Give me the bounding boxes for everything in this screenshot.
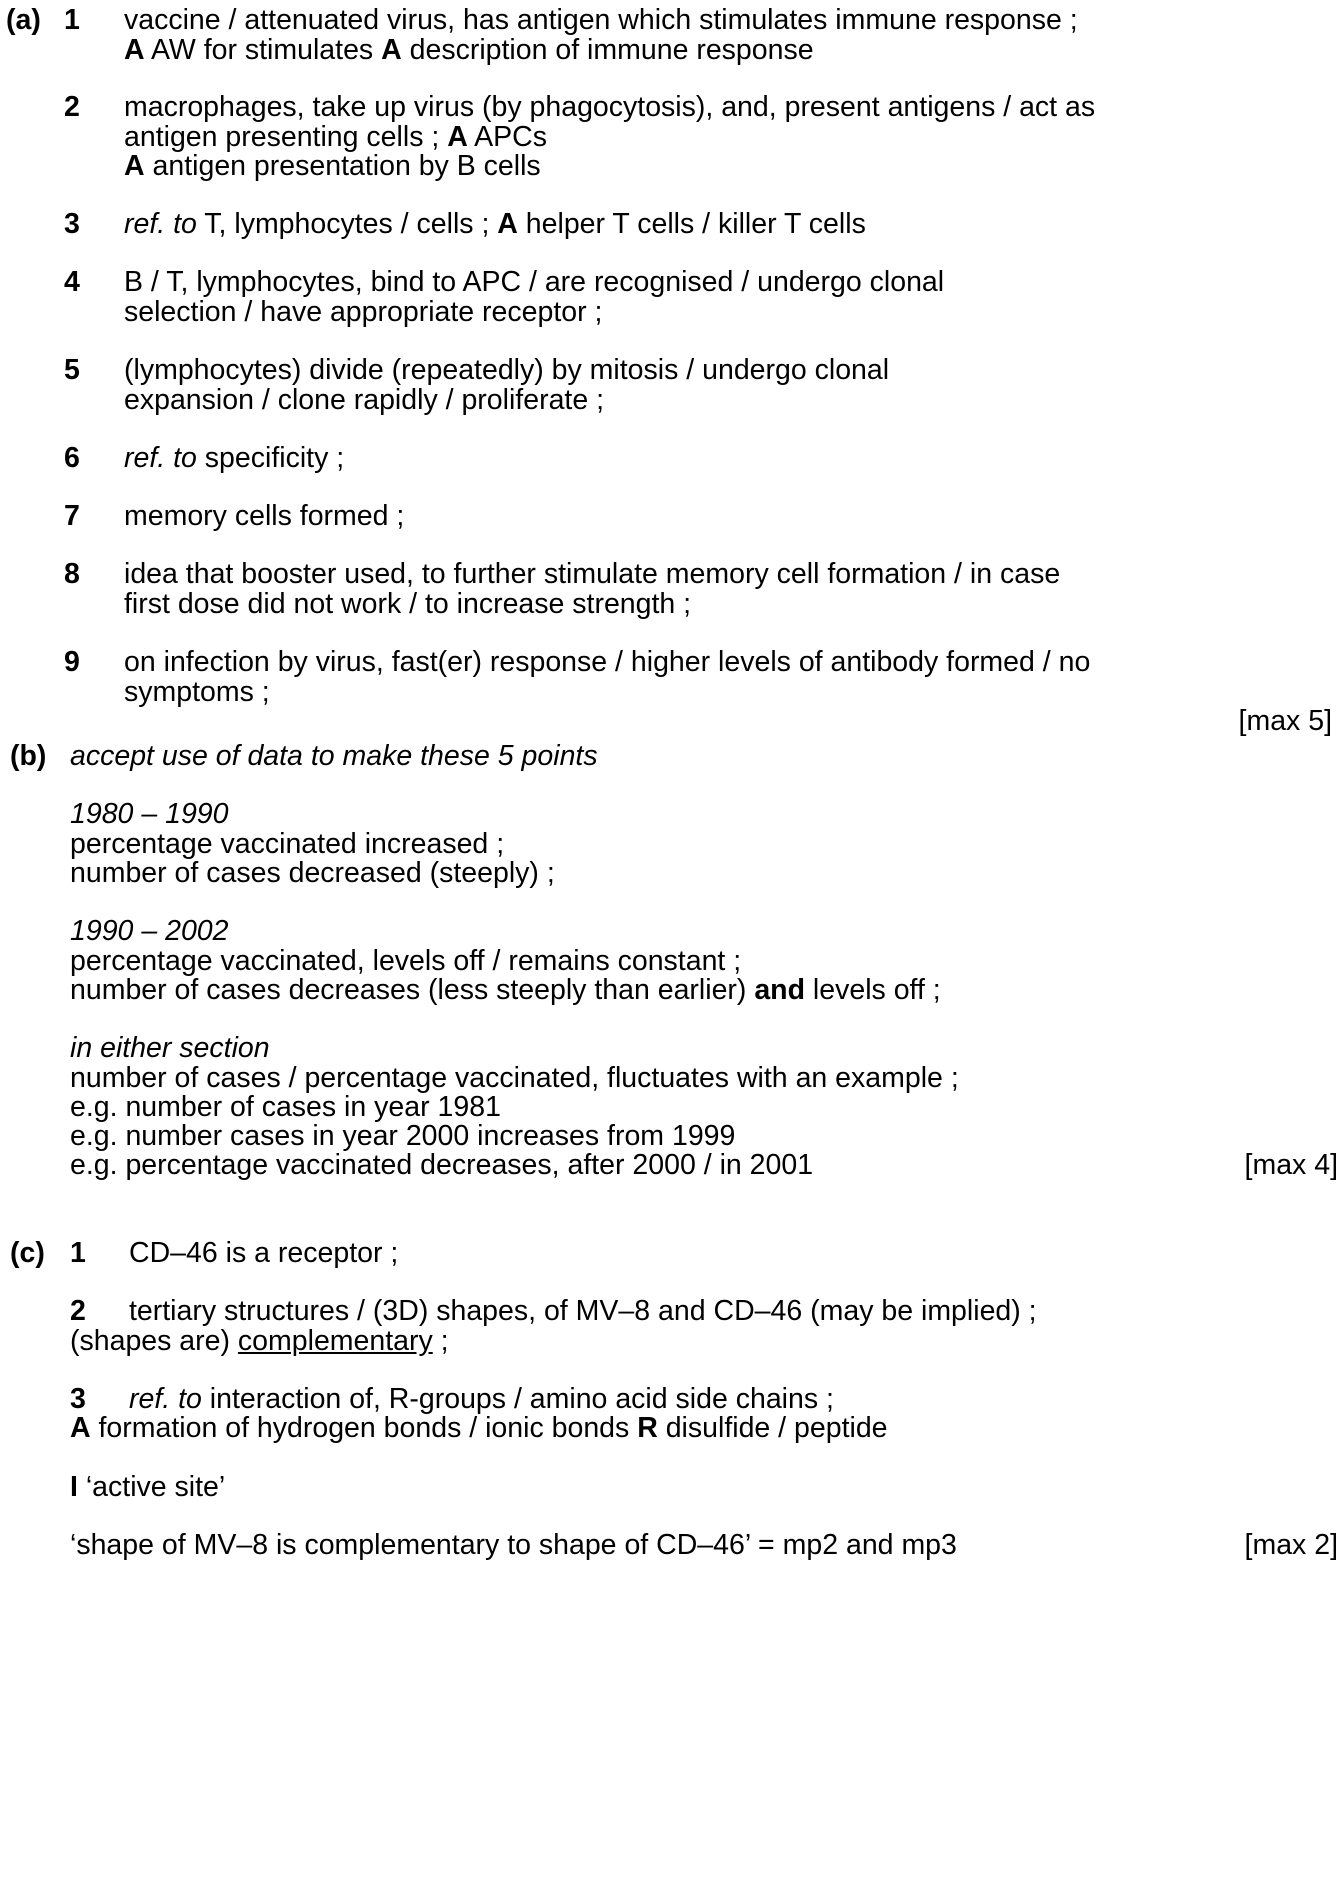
part-b-block2-line2-post: levels off ; xyxy=(805,974,941,1006)
part-a-point-8-line-2 xyxy=(124,587,691,622)
part-a-point-9-number: 9 xyxy=(64,646,80,678)
part-c-final-line: ‘shape of MV–8 is complementary to shape of CD–46’ = mp2 and mp3 xyxy=(70,1529,957,1561)
part-c-point-3-ref: ref. to xyxy=(129,1383,202,1415)
point-text: B / T, lymphocytes, bind to APC / are recognised / undergo clonal xyxy=(124,266,945,298)
part-c-point-3-body: interaction of, R-groups / amino acid side chains ; xyxy=(201,1383,834,1415)
part-a-point-7-number: 7 xyxy=(64,500,80,532)
part-b-block1-line2: number of cases decreased (steeply) ; xyxy=(70,857,555,889)
accept-marker: A xyxy=(381,33,402,66)
part-a-point-9-line-2 xyxy=(124,675,270,710)
part-c-point-2-number: 2 xyxy=(70,1295,86,1327)
part-a-point-1-line-2 xyxy=(124,33,814,68)
part-a-point-4-number: 4 xyxy=(64,266,80,298)
part-c-point-3-number: 3 xyxy=(70,1383,86,1415)
part-a-point-5-line-2 xyxy=(124,383,604,418)
point-text: expansion / clone rapidly / proliferate ; xyxy=(124,383,605,416)
ref-to-phrase: ref. to xyxy=(124,442,197,474)
part-b-block3-heading: in either section xyxy=(70,1032,270,1064)
ignore-marker: I xyxy=(70,1471,78,1503)
part-b-block1-line1: percentage vaccinated increased ; xyxy=(70,828,505,860)
point-text: first dose did not work / to increase strength ; xyxy=(124,587,692,620)
point-text: symptoms ; xyxy=(124,675,270,708)
part-c-point-2-line2 xyxy=(70,1324,449,1359)
part-b-block3-line1: number of cases / percentage vaccinated, fluctuates with an example ; xyxy=(70,1062,959,1094)
point-text: idea that booster used, to further stimulate memory cell formation / in case xyxy=(124,558,1061,590)
part-b-block3-line2: e.g. number of cases in year 1981 xyxy=(70,1091,501,1123)
part-a-point-2-line-3 xyxy=(124,149,541,184)
part-a-point-8-number: 8 xyxy=(64,558,80,590)
part-b-block1-heading: 1980 – 1990 xyxy=(70,798,229,830)
part-b-max-marks: [max 4] xyxy=(1244,1149,1338,1181)
point-text: helper T cells / killer T cells xyxy=(517,208,866,240)
part-c-ignore-line xyxy=(70,1470,225,1505)
point-text: (lymphocytes) divide (repeatedly) by mitosis / undergo clonal xyxy=(124,354,890,386)
part-c-point-3-line2-post: disulfide / peptide xyxy=(657,1412,888,1444)
part-a-point-4-line-2 xyxy=(124,295,602,330)
point-text: macrophages, take up virus (by phagocytosis), and, present antigens / act as xyxy=(124,91,1096,123)
accept-marker: A xyxy=(124,150,145,182)
part-a-point-6-line-1 xyxy=(124,441,344,476)
part-a-point-6-number: 6 xyxy=(64,442,80,474)
part-b-intro: accept use of data to make these 5 points xyxy=(70,740,598,772)
part-c-point-1-number: 1 xyxy=(70,1237,86,1269)
part-c-point-2-line2-post: ; xyxy=(432,1325,449,1357)
complementary-underlined: complementary xyxy=(237,1325,433,1357)
ref-to-phrase: ref. to xyxy=(124,208,197,240)
part-b-block3-line4: e.g. percentage vaccinated decreases, after 2000 / in 2001 xyxy=(70,1149,814,1181)
part-b-block3-line3: e.g. number cases in year 2000 increases from 1999 xyxy=(70,1120,736,1152)
point-text: memory cells formed ; xyxy=(124,500,405,532)
part-c-point-2-text: tertiary structures / (3D) shapes, of MV–8 and CD–46 (may be implied) ; xyxy=(129,1295,1037,1327)
part-b-block2-heading: 1990 – 2002 xyxy=(70,915,229,947)
point-text: description of immune response xyxy=(401,33,814,66)
accept-marker: A xyxy=(447,120,468,153)
part-c-ignore-text: ‘active site’ xyxy=(77,1471,226,1503)
part-a-point-2-number: 2 xyxy=(64,91,80,123)
accept-marker: A xyxy=(70,1412,91,1444)
part-c-point-3-line2-mid: formation of hydrogen bonds / ionic bonds xyxy=(90,1412,638,1444)
part-a-point-7-line-1 xyxy=(124,499,404,534)
part-c-point-1-text: CD–46 is a receptor ; xyxy=(129,1237,399,1269)
point-text: on infection by virus, fast(er) response / higher levels of antibody formed / no xyxy=(124,646,1091,678)
point-text: APCs xyxy=(467,120,547,153)
part-b-block2-line2 xyxy=(70,973,941,1008)
part-b-block2-line2-and: and xyxy=(754,974,805,1006)
part-c-max-marks: [max 2] xyxy=(1244,1529,1338,1561)
part-a-point-5-number: 5 xyxy=(64,354,80,386)
accept-marker: A xyxy=(124,33,145,66)
part-a-max-marks: [max 5] xyxy=(1238,705,1332,737)
part-b-block2-line1: percentage vaccinated, levels off / remains constant ; xyxy=(70,945,742,977)
point-text: AW for stimulates xyxy=(144,33,382,66)
point-text: specificity ; xyxy=(196,442,345,474)
point-text: T, lymphocytes / cells ; xyxy=(196,208,498,240)
point-text: antigen presenting cells ; xyxy=(124,120,448,153)
part-b-block2-line2-pre: number of cases decreases (less steeply than earlier) xyxy=(70,974,755,1006)
point-text: vaccine / attenuated virus, has antigen which stimulates immune response ; xyxy=(124,4,1078,36)
part-c-label: (c) xyxy=(10,1237,45,1269)
part-a-label: (a) xyxy=(6,4,41,36)
reject-marker: R xyxy=(637,1412,658,1444)
part-c-point-3-line2 xyxy=(70,1411,888,1446)
point-text: selection / have appropriate receptor ; xyxy=(124,295,603,328)
part-a-point-1-number: 1 xyxy=(64,4,80,36)
accept-marker: A xyxy=(497,208,518,240)
part-a-point-3-number: 3 xyxy=(64,208,80,240)
part-c-point-2-line2-pre: (shapes are) xyxy=(70,1325,238,1357)
part-b-label: (b) xyxy=(10,740,47,772)
part-a-point-3-line-1 xyxy=(124,207,866,242)
point-text: antigen presentation by B cells xyxy=(144,150,541,182)
